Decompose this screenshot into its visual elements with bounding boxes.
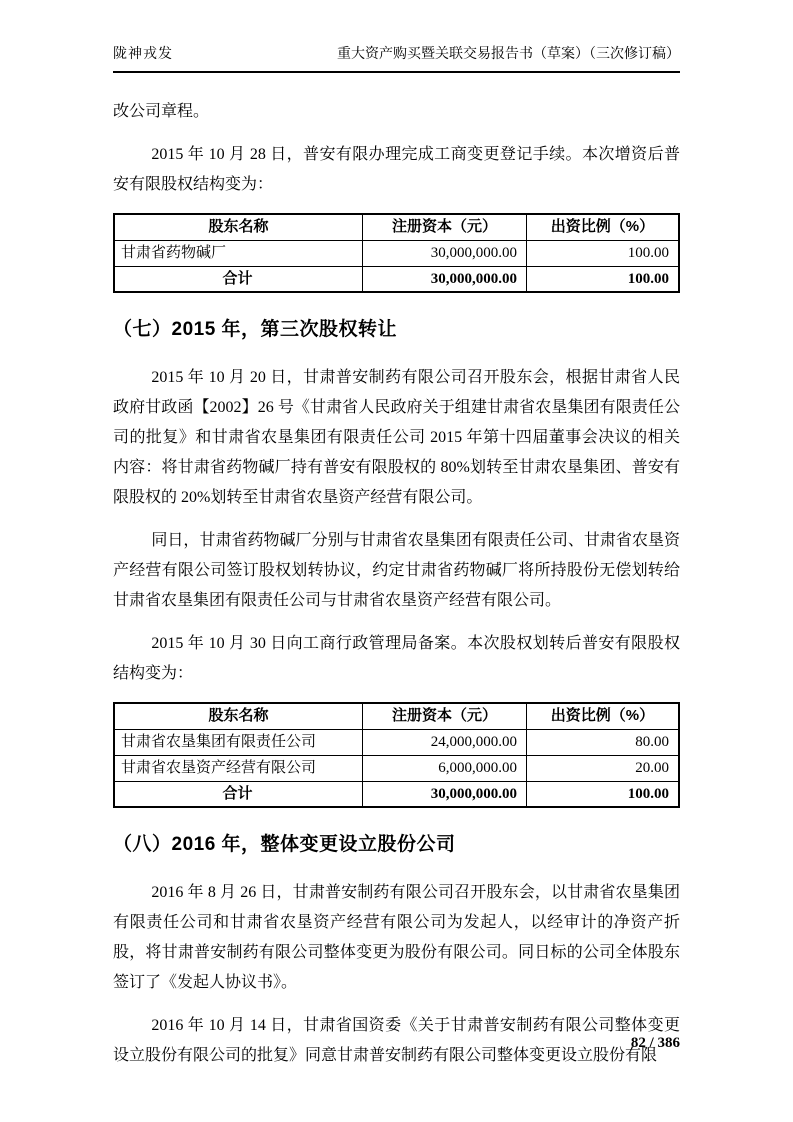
table-row (114, 755, 679, 781)
paragraph-transfer-meeting: 2015 年 10 月 20 日，甘肃普安制药有限公司召开股东会，根据甘肃省人民政府甘政函【2002】26 号《甘肃省人民政府关于组建甘肃省农垦集团有限责任公司的批复》和甘肃省农垦集团有限责任公司 2015 年第十四届董事会决议的相关内容：将甘肃省药物碱厂持有普安有限股权的 80%划转至甘肃农垦集团、普安有限股权的 20%划转至甘肃省农垦资产经营有限公司。 (113, 369, 680, 506)
paragraph-reform-meeting: 2016 年 8 月 26 日，甘肃普安制药有限公司召开股东会，以甘肃省农垦集团有限责任公司和甘肃省农垦资产经营有限公司为发起人，以经审计的净资产折股，将甘肃普安制药有限公司整体变更为股份有限公司。同日标的公司全体股东签订了《发起人协议书》。 (113, 884, 680, 991)
column-header-shareholder: 股东名称 (114, 214, 363, 240)
total-label: 合计 (114, 266, 363, 292)
column-header-capital: 注册资本（元） (363, 703, 527, 729)
paragraph-transfer-agreement: 同日，甘肃省药物碱厂分别与甘肃省农垦集团有限责任公司、甘肃省农垦资产经营有限公司签订股权划转协议，约定甘肃省药物碱厂将所持股份无偿划转给甘肃省农垦集团有限责任公司与甘肃省农垦资产经营有限公司。 (113, 532, 680, 609)
total-label: 合计 (114, 781, 363, 807)
shareholder-name: 甘肃省农垦集团有限责任公司 (114, 729, 363, 755)
column-header-capital: 注册资本（元） (363, 214, 527, 240)
total-ratio: 100.00 (526, 266, 679, 292)
paragraph-continuation: 改公司章程。 (113, 103, 210, 120)
total-ratio: 100.00 (526, 781, 679, 807)
table-total-row (114, 266, 679, 292)
column-header-ratio: 出资比例（%） (526, 214, 679, 240)
paragraph-record-filing: 2015 年 10 月 30 日向工商行政管理局备案。本次股权划转后普安有限股权结构变为： (113, 635, 680, 682)
contribution-ratio: 80.00 (526, 729, 679, 755)
paragraph-capital-increase: 2015 年 10 月 28 日，普安有限办理完成工商变更登记手续。本次增资后普安有限股权结构变为： (113, 146, 680, 193)
table-row (114, 240, 679, 266)
table-total-row (114, 781, 679, 807)
table-row (114, 729, 679, 755)
registered-capital: 24,000,000.00 (363, 729, 527, 755)
section-heading-8: （八）2016 年，整体变更设立股份公司 (113, 834, 456, 855)
equity-structure-table-1 (113, 213, 680, 293)
shareholder-name: 甘肃省药物碱厂 (114, 240, 363, 266)
registered-capital: 6,000,000.00 (363, 755, 527, 781)
contribution-ratio: 20.00 (526, 755, 679, 781)
registered-capital: 30,000,000.00 (363, 240, 527, 266)
shareholder-name: 甘肃省农垦资产经营有限公司 (114, 755, 363, 781)
header-report-title: 重大资产购买暨关联交易报告书（草案）（三次修订稿） (337, 47, 680, 62)
contribution-ratio: 100.00 (526, 240, 679, 266)
total-capital: 30,000,000.00 (363, 266, 527, 292)
page-header (113, 46, 680, 73)
column-header-ratio: 出资比例（%） (526, 703, 679, 729)
paragraph-reform-approval: 2016 年 10 月 14 日，甘肃省国资委《关于甘肃普安制药有限公司整体变更设立股份有限公司的批复》同意甘肃普安制药有限公司整体变更设立股份有限 (113, 1017, 680, 1064)
total-capital: 30,000,000.00 (363, 781, 527, 807)
section-heading-7: （七）2015 年，第三次股权转让 (113, 319, 398, 340)
header-company-name: 陇神戎发 (113, 47, 173, 62)
equity-structure-table-2 (113, 702, 680, 808)
document-content (113, 73, 680, 1071)
table-header-row (114, 214, 679, 240)
column-header-shareholder: 股东名称 (114, 703, 363, 729)
page-footer (631, 1035, 680, 1052)
table-header-row (114, 703, 679, 729)
page-number: 82 / 386 (630, 1035, 680, 1051)
